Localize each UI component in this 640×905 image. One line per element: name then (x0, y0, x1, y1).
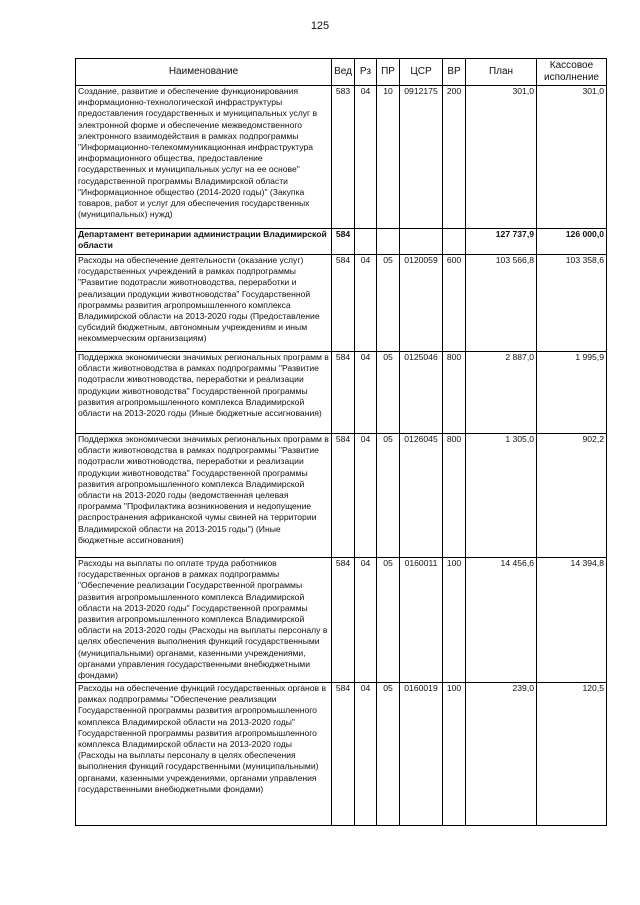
row-pr-cell: 05 (377, 352, 400, 434)
row-csr-cell: 0120059 (400, 255, 443, 352)
row-vr-cell: 800 (443, 352, 466, 434)
row-csr-cell: 0126045 (400, 434, 443, 558)
row-csr-cell: 0912175 (400, 86, 443, 229)
row-vr-cell: 200 (443, 86, 466, 229)
table-row (76, 434, 607, 558)
row-plan-cell: 239,0 (466, 683, 537, 826)
row-ved-cell: 584 (332, 683, 355, 826)
row-rz-cell: 04 (355, 558, 377, 683)
row-cash-cell: 103 358,6 (537, 255, 607, 352)
row-rz-cell: 04 (355, 434, 377, 558)
row-cash-cell: 126 000,0 (537, 229, 607, 255)
row-rz-cell: 04 (355, 352, 377, 434)
row-cash-cell: 902,2 (537, 434, 607, 558)
row-pr-cell: 05 (377, 558, 400, 683)
row-csr-cell: 0160019 (400, 683, 443, 826)
row-ved-cell: 584 (332, 352, 355, 434)
row-rz-cell: 04 (355, 86, 377, 229)
header-vr: ВР (443, 59, 466, 86)
table-row (76, 558, 607, 683)
row-name-cell: Расходы на выплаты по оплате труда работников государственных органов в рамках подпрограммы "Обеспечение реализации Государственной программы развития агропромышленного комплекса Владимирской области на 2013-2020 годы" Государственной программы развития агропромышленного комплекса Владимирской области на 2013-2020 годы (Расходы на выплаты персоналу в целях обеспечения выполнения функций государственными (муниципальными) органами, казенными учреждениями, органами управления государственными внебюджетными фондами) (76, 558, 332, 683)
row-csr-cell: 0160011 (400, 558, 443, 683)
row-ved-cell: 584 (332, 434, 355, 558)
page-number: 125 (310, 20, 330, 32)
department-row (76, 229, 607, 255)
row-vr-cell: 100 (443, 558, 466, 683)
row-name-cell: Расходы на обеспечение функций государственных органов в рамках подпрограммы "Обеспечение реализации Государственной программы развития агропромышленного комплекса Владимирской области на 2013-2020 годы" Государственной программы развития агропромышленного комплекса Владимирской области на 2013-2020 годы (Расходы на выплаты персоналу в целях обеспечения выполнения функций государственными (муниципальными) органами, казенными учреждениями, органами управления государственными внебюджетными фондами) (76, 683, 332, 826)
table-row (76, 352, 607, 434)
row-plan-cell: 103 566,8 (466, 255, 537, 352)
row-cash-cell: 1 995,9 (537, 352, 607, 434)
header-cash: Кассовое исполнение (537, 59, 607, 86)
row-plan-cell: 301,0 (466, 86, 537, 229)
row-name-cell: Создание, развитие и обеспечение функционирования информационно-технологической инфраструктуры предоставления государственных и муниципальных услуг в электронной форме и обеспечение межведомственного электронного взаимодействия в рамках подпрограммы "Информационно-телекоммуникационная инфраструктура информационного общества, предоставление государственных и муниципальных услуг на ее основе" государственной программы Владимирской области "Информационное общество (2014-2020 годы)" (Закупка товаров, работ и услуг для обеспечения государственных (муниципальных) нужд) (76, 86, 332, 229)
department-name-cell: Департамент ветеринарии администрации Владимирской области (76, 229, 332, 255)
row-csr-cell (400, 229, 443, 255)
row-pr-cell: 05 (377, 255, 400, 352)
table-row (76, 683, 607, 826)
table-row (76, 255, 607, 352)
header-csr: ЦСР (400, 59, 443, 86)
row-plan-cell: 1 305,0 (466, 434, 537, 558)
row-cash-cell: 301,0 (537, 86, 607, 229)
row-vr-cell: 100 (443, 683, 466, 826)
header-plan: План (466, 59, 537, 86)
row-pr-cell: 05 (377, 683, 400, 826)
row-rz-cell: 04 (355, 255, 377, 352)
row-vr-cell: 600 (443, 255, 466, 352)
row-ved-cell: 584 (332, 255, 355, 352)
row-ved-cell: 584 (332, 229, 355, 255)
row-rz-cell: 04 (355, 683, 377, 826)
table-header-row (76, 59, 607, 86)
header-name: Наименование (76, 59, 332, 86)
row-plan-cell: 2 887,0 (466, 352, 537, 434)
row-ved-cell: 583 (332, 86, 355, 229)
header-pr: ПР (377, 59, 400, 86)
row-pr-cell (377, 229, 400, 255)
row-plan-cell: 127 737,9 (466, 229, 537, 255)
row-cash-cell: 14 394,8 (537, 558, 607, 683)
row-name-cell: Поддержка экономически значимых региональных программ в области животноводства в рамках подпрограммы "Развитие подотрасли животноводства, переработки и реализации продукции животноводства" Государственной программы развития агропромышленного комплекса Владимирской области на 2013-2020 годы (Иные бюджетные ассигнования) (76, 352, 332, 434)
header-ved: Вед (332, 59, 355, 86)
row-rz-cell (355, 229, 377, 255)
row-pr-cell: 05 (377, 434, 400, 558)
budget-table (75, 58, 607, 826)
row-name-cell: Поддержка экономически значимых региональных программ в области животноводства в рамках подпрограммы "Развитие подотрасли животноводства, переработки и реализации продукции животноводства" Государственной программы развития агропромышленного комплекса Владимирской области на 2013-2020 годы (ведомственная целевая программа "Профилактика возникновения и недопущение распространения африканской чумы свиней на территории Владимирской области на 2013-2015 годы") (Иные бюджетные ассигнования) (76, 434, 332, 558)
row-pr-cell: 10 (377, 86, 400, 229)
row-vr-cell: 800 (443, 434, 466, 558)
row-ved-cell: 584 (332, 558, 355, 683)
row-cash-cell: 120,5 (537, 683, 607, 826)
row-plan-cell: 14 456,6 (466, 558, 537, 683)
row-name-cell: Расходы на обеспечение деятельности (оказание услуг) государственных учреждений в рамках подпрограммы "Развитие подотрасли животноводства, переработки и реализации продукции животноводства" Государственной программы развития агропромышленного комплекса Владимирской области на 2013-2020 годы (Предоставление субсидий бюджетным, автономным учреждениям и иным некоммерческим организациям) (76, 255, 332, 352)
row-vr-cell (443, 229, 466, 255)
header-rz: Рз (355, 59, 377, 86)
table-row (76, 86, 607, 229)
row-csr-cell: 0125046 (400, 352, 443, 434)
